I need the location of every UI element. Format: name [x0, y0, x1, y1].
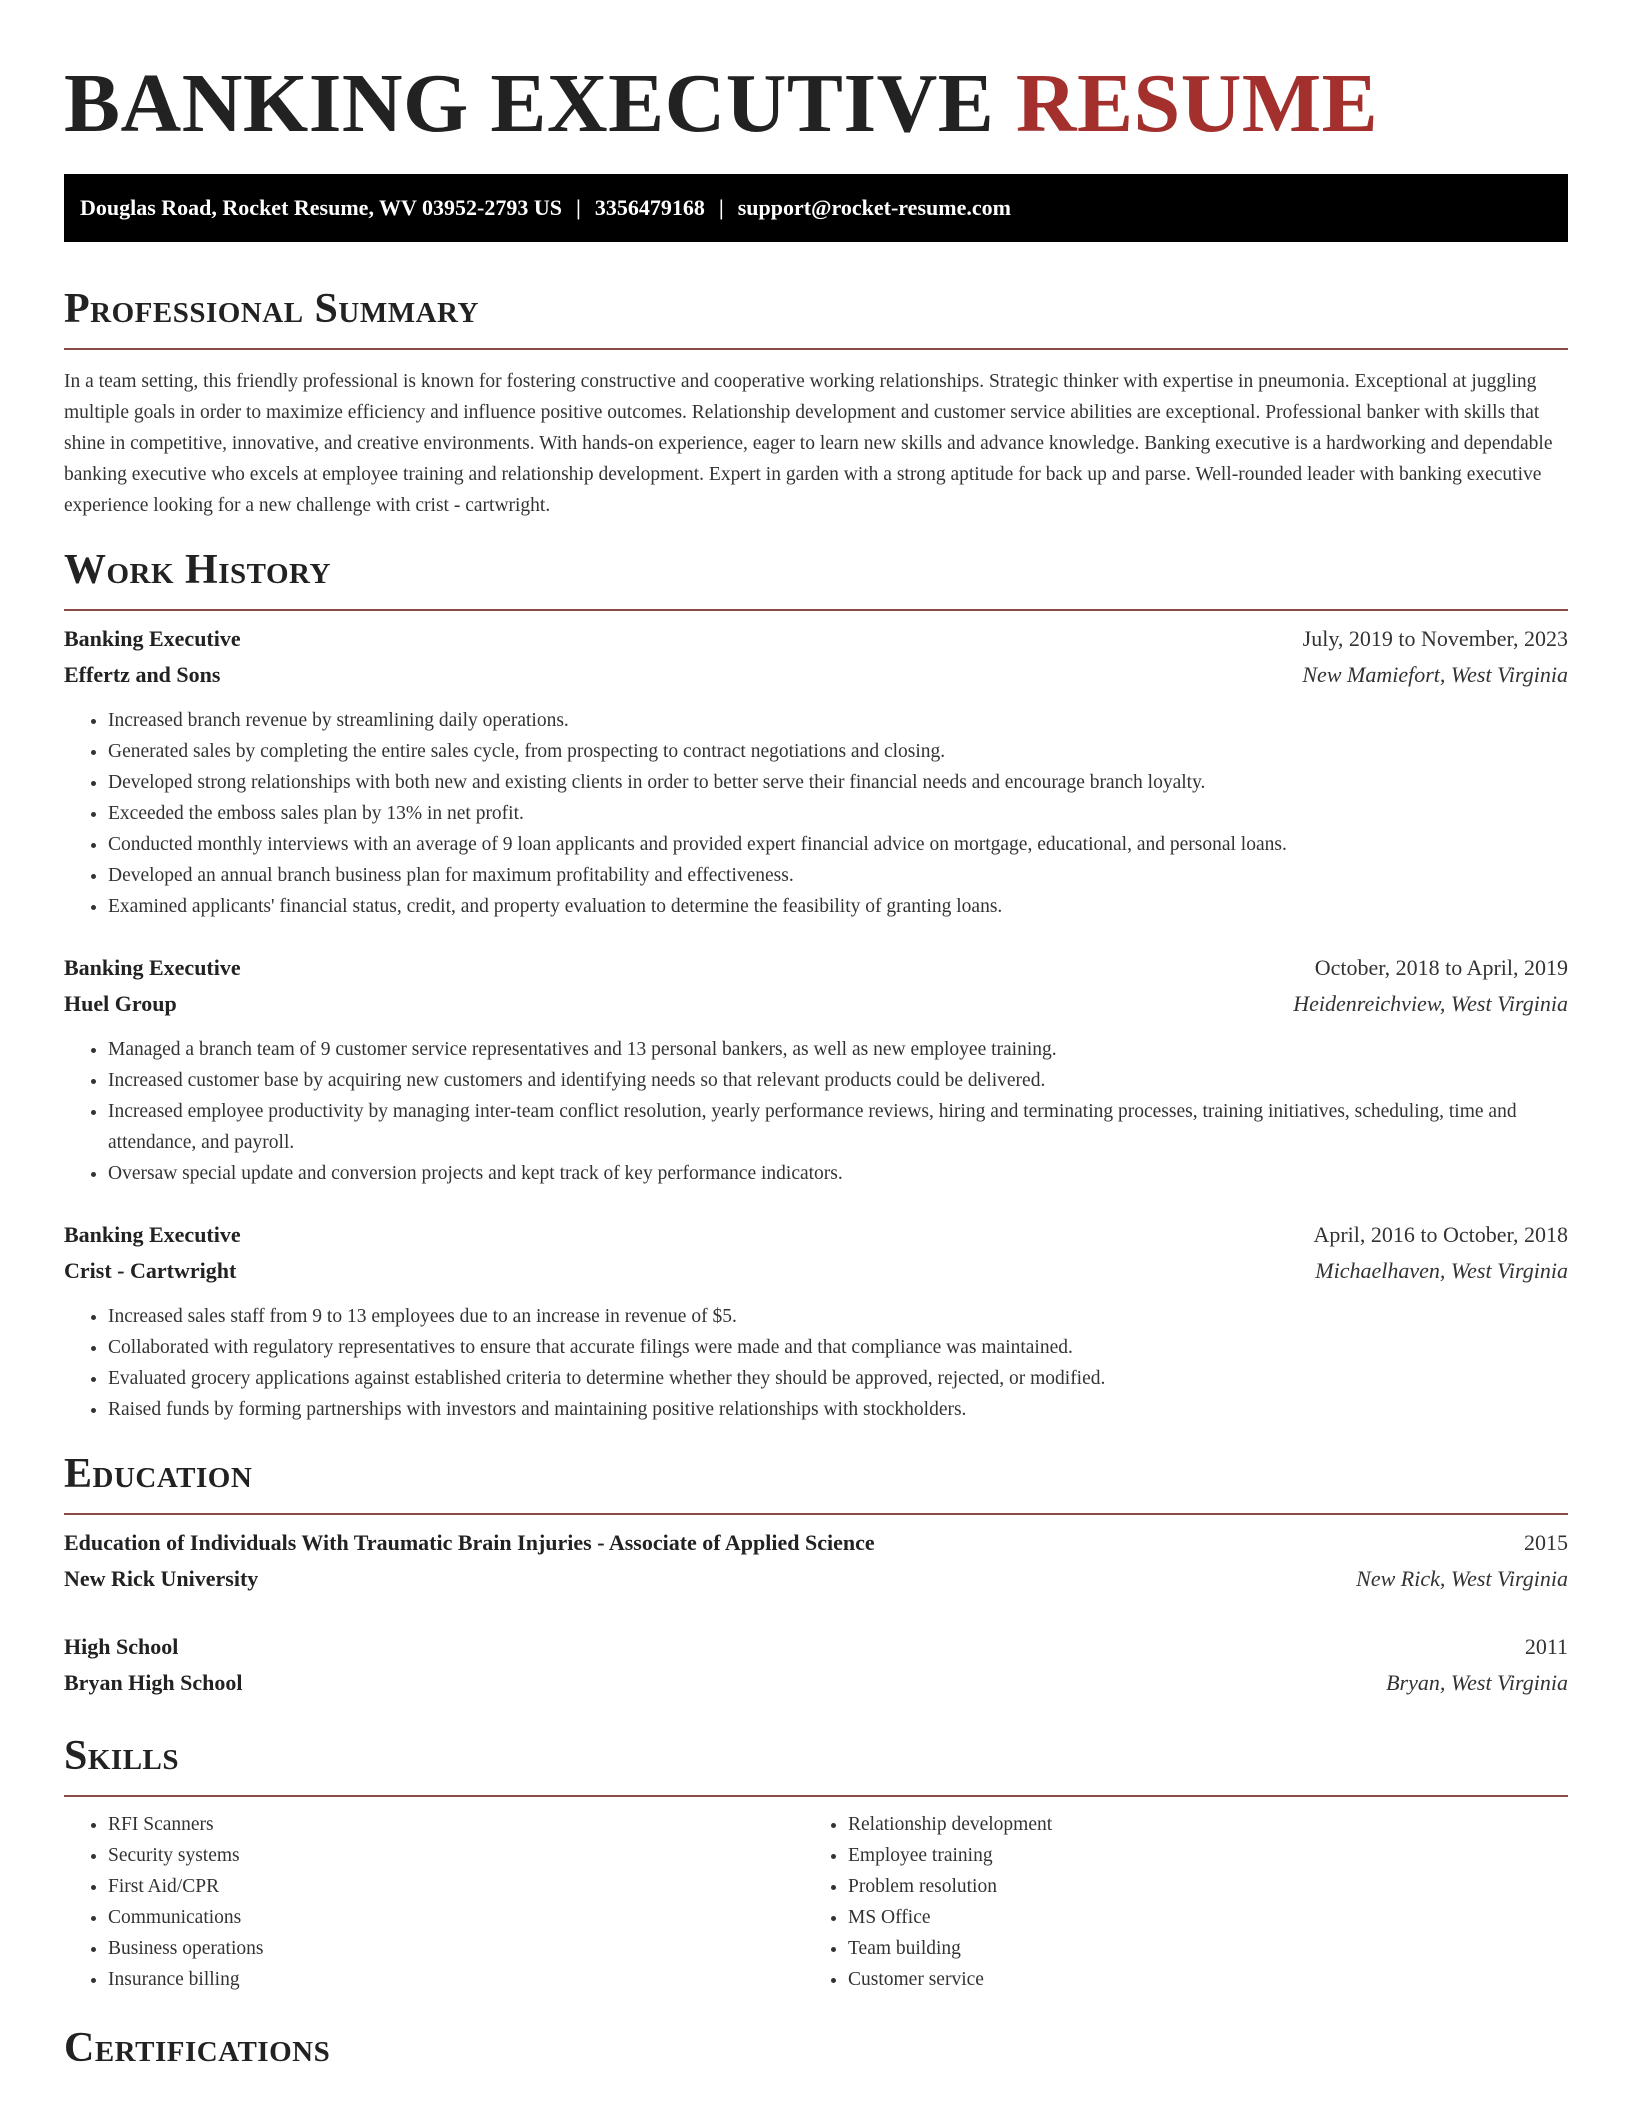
job-bullet: • Evaluated grocery applications against established criteria to determine whether they should be approved, rejected, or modified. [108, 1363, 1568, 1394]
education-school: New Rick University [64, 1566, 259, 1591]
skills-list [64, 1809, 1568, 1995]
work-history-section [64, 545, 1568, 1425]
skill-item: • MS Office [848, 1902, 1544, 1933]
skill-item: • Insurance billing [108, 1964, 804, 1995]
skill-item: • RFI Scanners [108, 1809, 804, 1840]
skill-item: • Problem resolution [848, 1871, 1544, 1902]
skills-column-left [64, 1809, 804, 1995]
education-year: 2011 [1524, 1634, 1568, 1659]
job-company-row [64, 1253, 1568, 1289]
skills-section [64, 1731, 1568, 1995]
job-bullet: • Generated sales by completing the entire sales cycle, from prospecting to contract negotiations and closing. [108, 736, 1568, 767]
section-divider [64, 1513, 1568, 1515]
certifications-section [64, 2023, 1568, 2073]
job-header-row [64, 1217, 1568, 1253]
job-bullet: • Raised funds by forming partnerships with investors and maintaining positive relationships with stockholders. [108, 1394, 1568, 1425]
section-heading: Work History [64, 547, 331, 593]
job-company: Effertz and Sons [64, 662, 221, 687]
contact-separator: | [718, 195, 724, 220]
skill-item: • Security systems [108, 1840, 804, 1871]
job-title: Banking Executive [64, 955, 241, 980]
job-bullet: • Increased customer base by acquiring new customers and identifying needs so that relevant products could be delivered. [108, 1065, 1568, 1096]
job-header-row [64, 621, 1568, 657]
section-divider [64, 348, 1568, 350]
education-entry [64, 1525, 1568, 1597]
job-bullets [64, 705, 1568, 922]
contact-separator: | [575, 195, 581, 220]
contact-phone[interactable]: 3356479168 [594, 195, 705, 220]
job-company: Crist - Cartwright [64, 1258, 237, 1283]
skill-item: • Relationship development [848, 1809, 1544, 1840]
skill-item: • Business operations [108, 1933, 804, 1964]
job-bullet: • Collaborated with regulatory representatives to ensure that accurate filings were made and that compliance was maintained. [108, 1332, 1568, 1363]
job-bullets [64, 1034, 1568, 1189]
education-school: Bryan High School [64, 1670, 243, 1695]
job-dates: April, 2016 to October, 2018 [1313, 1222, 1568, 1247]
job-dates: October, 2018 to April, 2019 [1314, 955, 1568, 980]
job-entry [64, 621, 1568, 922]
education-degree: Education of Individuals With Traumatic Brain Injuries - Associate of Applied Science [64, 1530, 875, 1555]
job-bullets [64, 1301, 1568, 1425]
job-company: Huel Group [64, 991, 177, 1016]
job-bullet: • Developed an annual branch business plan for maximum profitability and effectiveness. [108, 860, 1568, 891]
summary-section [64, 284, 1568, 521]
title-accent: RESUME [1015, 57, 1379, 150]
title-main: BANKING EXECUTIVE [64, 57, 995, 150]
resume-title [64, 0, 1568, 152]
education-year: 2015 [1524, 1530, 1568, 1555]
education-degree-row [64, 1629, 1568, 1665]
job-bullet: • Developed strong relationships with both new and existing clients in order to better serve their financial needs and encourage branch loyalty. [108, 767, 1568, 798]
education-degree-row [64, 1525, 1568, 1561]
job-location: Michaelhaven, West Virginia [1315, 1258, 1568, 1283]
section-divider [64, 609, 1568, 611]
job-entry [64, 950, 1568, 1189]
skills-column-right [804, 1809, 1544, 1995]
education-school-row [64, 1665, 1568, 1701]
education-school-row [64, 1561, 1568, 1597]
job-location: New Mamiefort, West Virginia [1302, 662, 1568, 687]
section-heading: Certifications [64, 2025, 331, 2071]
contact-address: Douglas Road, Rocket Resume, WV 03952-2793 US [80, 195, 562, 220]
education-degree: High School [64, 1634, 179, 1659]
job-location: Heidenreichview, West Virginia [1293, 991, 1568, 1016]
section-heading: Professional Summary [64, 286, 479, 332]
job-title: Banking Executive [64, 626, 241, 651]
job-header-row [64, 950, 1568, 986]
job-bullet: • Managed a branch team of 9 customer service representatives and 13 personal bankers, as well as new employee training. [108, 1034, 1568, 1065]
skill-item: • Customer service [848, 1964, 1544, 1995]
education-section [64, 1449, 1568, 1701]
job-bullet: • Conducted monthly interviews with an average of 9 loan applicants and provided expert financial advice on mortgage, educational, and personal loans. [108, 829, 1568, 860]
skill-item: • Employee training [848, 1840, 1544, 1871]
job-title: Banking Executive [64, 1222, 241, 1247]
job-bullet: • Increased employee productivity by managing inter-team conflict resolution, yearly performance reviews, hiring and terminating processes, training initiatives, scheduling, time and attendance, and payroll. [108, 1096, 1568, 1158]
job-bullet: • Examined applicants' financial status, credit, and property evaluation to determine the feasibility of granting loans. [108, 891, 1568, 922]
contact-email[interactable]: support@rocket-resume.com [737, 195, 1011, 220]
section-heading: Skills [64, 1733, 180, 1779]
job-bullet: • Increased branch revenue by streamlining daily operations. [108, 705, 1568, 736]
education-location: New Rick, West Virginia [1356, 1566, 1568, 1591]
job-bullet: • Increased sales staff from 9 to 13 employees due to an increase in revenue of $5. [108, 1301, 1568, 1332]
resume-page [64, 0, 1568, 2073]
job-entry [64, 1217, 1568, 1425]
job-bullet: • Exceeded the emboss sales plan by 13% in net profit. [108, 798, 1568, 829]
job-dates: July, 2019 to November, 2023 [1302, 626, 1568, 651]
job-company-row [64, 657, 1568, 693]
education-location: Bryan, West Virginia [1386, 1670, 1568, 1695]
section-divider [64, 1795, 1568, 1797]
skill-item: • Communications [108, 1902, 804, 1933]
contact-bar [64, 174, 1568, 242]
summary-text: In a team setting, this friendly professional is known for fostering constructive and cooperative working relationships. Strategic thinker with expertise in pneumonia. Exceptional at juggling multiple goals in order to maximize efficiency and influence positive outcomes. Relationship development and customer service abilities are exceptional. Professional banker with skills that shine in competitive, innovative, and creative environments. With hands-on experience, eager to learn new skills and advance knowledge. Banking executive is a hardworking and dependable banking executive who excels at employee training and relationship development. Expert in garden with a strong aptitude for back up and parse. Well-rounded leader with banking executive experience looking for a new challenge with crist - cartwright. [64, 371, 1553, 516]
job-company-row [64, 986, 1568, 1022]
section-heading: Education [64, 1451, 253, 1497]
education-entry [64, 1629, 1568, 1701]
skill-item: • First Aid/CPR [108, 1871, 804, 1902]
job-bullet: • Oversaw special update and conversion projects and kept track of key performance indicators. [108, 1158, 1568, 1189]
skill-item: • Team building [848, 1933, 1544, 1964]
